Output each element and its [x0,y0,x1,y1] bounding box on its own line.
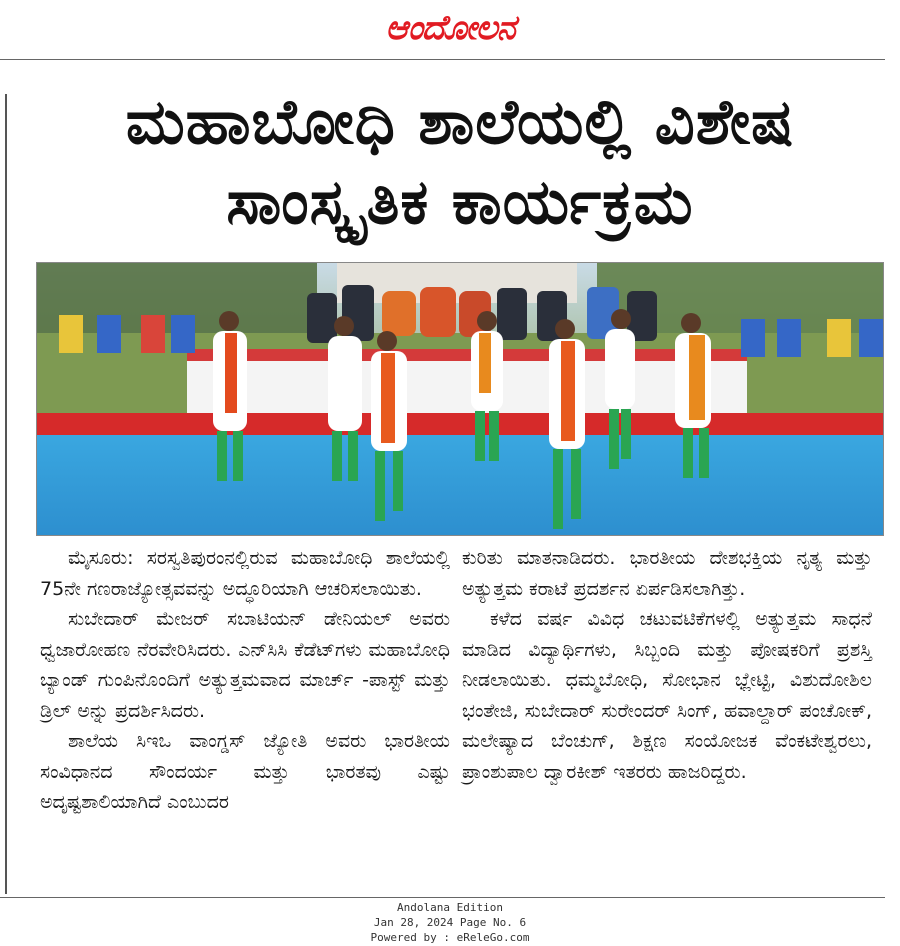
top-divider [0,59,885,60]
bottom-divider [0,897,885,898]
powered-by: Powered by : eReleGo.com [370,931,530,944]
paragraph: ಮೈಸೂರು: ಸರಸ್ವತಿಪುರಂನಲ್ಲಿರುವ ಮಹಾಬೋಧಿ ಶಾಲೆಯಲ್ಲಿ 75ನೇ ಗಣರಾಜ್ಯೋತ್ಸವವನ್ನು ಅದ್ಧೂರಿಯಾಗಿ ಆಚರಿಸಲಾಯಿತು. [40,547,450,600]
paragraph: ಶಾಲೆಯ ಸಿಇಒ ವಾಂಗ್ಡಸ್ ಜ್ಯೋತಿ ಅವರು ಭಾರತೀಯ ಸಂವಿಧಾನದ ಸೌಂದರ್ಯ ಮತ್ತು ಭಾರತವು ಎಷ್ಟು ಅದೃಷ್ಟಶಾಲಿಯಾಗಿದೆ ಎಂಬುದರ [40,730,450,813]
paragraph: ಕುರಿತು ಮಾತನಾಡಿದರು. ಭಾರತೀಯ ದೇಶಭಕ್ತಿಯ ನೃತ್ಯ ಮತ್ತು ಅತ್ಯುತ್ತಮ ಕರಾಟೆ ಪ್ರದರ್ಶನ ಏರ್ಪಡಿಸಲಾಗಿತ್ತು. [462,547,872,600]
paragraph: ಸುಬೇದಾರ್ ಮೇಜರ್ ಸಬಾಟಿಯನ್ ಡೇನಿಯಲ್ ಅವರು ಧ್ವಜಾರೋಹಣ ನೆರವೇರಿಸಿದರು. ಎನ್‌ಸಿಸಿ ಕೆಡೆಟ್‌ಗಳು ಮಹಾಬೋಧಿ ಬ್ಯಾಂಡ್ ಗುಂಪಿನೊಂದಿಗೆ ಅತ್ಯುತ್ತಮವಾದ ಮಾರ್ಚ್ -ಪಾಸ್ಟ್ ಮತ್ತು ಡ್ರಿಲ್ ಅನ್ನು ಪ್ರದರ್ಶಿಸಿದರು. [40,608,450,722]
headline-line-1: ಮಹಾಬೋಧಿ ಶಾಲೆಯಲ್ಲಿ ವಿಶೇಷ [125,85,795,158]
newspaper-logo: ಆಂದೋಲನ [385,8,515,48]
left-column-rule [5,94,7,894]
edition-date-page: Jan 28, 2024 Page No. 6 [373,916,527,929]
paragraph: ಕಳೆದ ವರ್ಷ ವಿವಿಧ ಚಟುವಟಿಕೆಗಳಲ್ಲಿ ಅತ್ಯುತ್ತಮ ಸಾಧನೆ ಮಾಡಿದ ವಿದ್ಯಾರ್ಥಿಗಳು, ಸಿಬ್ಬಂದಿ ಮತ್ತು ಪೋಷಕರಿಗೆ ಪ್ರಶಸ್ತಿ ನೀಡಲಾಯಿತು. ಧಮ್ಮಬೋಧಿ, ಸೋಭಾನ ಭ್ಲೇಟ್ಟಿ, ವಿಶುದೋಶಿಲ ಭಂತೇಜಿ, ಸುಬೇದಾರ್ ಸುರೇಂದರ್ ಸಿಂಗ್, ಹವಾಲ್ದಾರ್ ಪಂಚೋಕ್, ಮಲೇಷ್ಯಾದ ಬೆಂಚುಗ್, ಶಿಕ್ಷಣ ಸಂಯೋಜಕ ವೆಂಕಟೇಶ್ವರಲು, ಪ್ರಾಂಶುಪಾಲ ದ್ವಾರಕೀಶ್ ಇತರರು ಹಾಜರಿದ್ದರು. [462,608,872,783]
article-column-2 [462,543,872,787]
article-column-1 [40,543,450,818]
headline-line-2: ಸಾಂಸ್ಕೃತಿಕ ಕಾರ್ಯಕ್ರಮ [226,165,694,238]
article-photo [36,262,884,536]
masthead [0,0,900,60]
edition-name: Andolana Edition [397,901,503,914]
article-headline [40,82,880,242]
edition-footer [0,900,900,945]
